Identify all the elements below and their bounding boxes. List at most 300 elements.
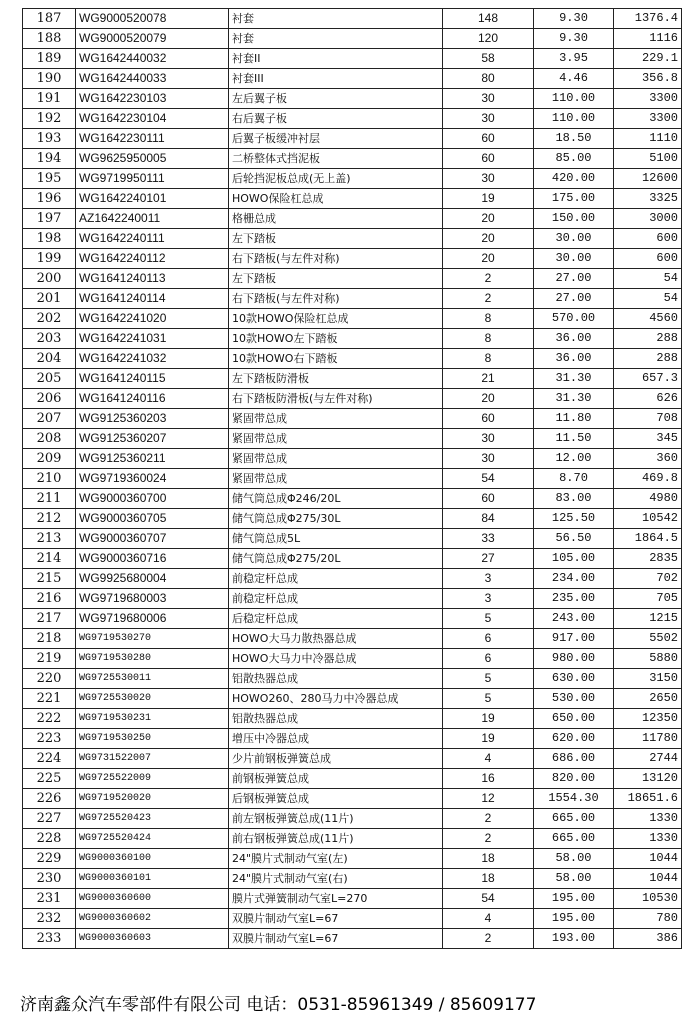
row-number: 188 bbox=[23, 29, 76, 49]
part-name: 10款HOWO右下踏板 bbox=[229, 349, 443, 369]
table-row bbox=[23, 349, 682, 369]
part-name: 前钢板弹簧总成 bbox=[229, 769, 443, 789]
parts-table-body bbox=[23, 9, 682, 949]
part-name: 储气筒总成5L bbox=[229, 529, 443, 549]
row-number: 223 bbox=[23, 729, 76, 749]
unit-price: 686.00 bbox=[534, 749, 614, 769]
unit-price: 31.30 bbox=[534, 369, 614, 389]
row-number: 214 bbox=[23, 549, 76, 569]
line-total: 3325 bbox=[614, 189, 682, 209]
unit-price: 83.00 bbox=[534, 489, 614, 509]
part-name: 左下踏板防滑板 bbox=[229, 369, 443, 389]
unit-price: 18.50 bbox=[534, 129, 614, 149]
row-number: 220 bbox=[23, 669, 76, 689]
line-total: 2744 bbox=[614, 749, 682, 769]
unit-price: 9.30 bbox=[534, 29, 614, 49]
part-name: 右后翼子板 bbox=[229, 109, 443, 129]
table-row bbox=[23, 209, 682, 229]
line-total: 1044 bbox=[614, 869, 682, 889]
quantity: 54 bbox=[443, 889, 534, 909]
part-code: WG1642230103 bbox=[76, 89, 229, 109]
row-number: 187 bbox=[23, 9, 76, 29]
part-code: WG9725520423 bbox=[76, 809, 229, 829]
table-row bbox=[23, 249, 682, 269]
row-number: 231 bbox=[23, 889, 76, 909]
part-code: WG9625950005 bbox=[76, 149, 229, 169]
part-name: HOWO大马力中冷器总成 bbox=[229, 649, 443, 669]
part-name: 左下踏板 bbox=[229, 229, 443, 249]
table-row bbox=[23, 9, 682, 29]
table-row bbox=[23, 529, 682, 549]
part-code: WG1642240112 bbox=[76, 249, 229, 269]
part-code: WG9000360716 bbox=[76, 549, 229, 569]
table-row bbox=[23, 489, 682, 509]
row-number: 196 bbox=[23, 189, 76, 209]
quantity: 5 bbox=[443, 689, 534, 709]
unit-price: 30.00 bbox=[534, 229, 614, 249]
line-total: 12350 bbox=[614, 709, 682, 729]
line-total: 288 bbox=[614, 349, 682, 369]
line-total: 54 bbox=[614, 269, 682, 289]
part-name: 衬套 bbox=[229, 29, 443, 49]
unit-price: 27.00 bbox=[534, 289, 614, 309]
unit-price: 58.00 bbox=[534, 869, 614, 889]
part-name: 后钢板弹簧总成 bbox=[229, 789, 443, 809]
part-name: 紧固带总成 bbox=[229, 469, 443, 489]
row-number: 194 bbox=[23, 149, 76, 169]
table-row bbox=[23, 889, 682, 909]
line-total: 705 bbox=[614, 589, 682, 609]
quantity: 2 bbox=[443, 929, 534, 949]
part-name: 紧固带总成 bbox=[229, 409, 443, 429]
unit-price: 630.00 bbox=[534, 669, 614, 689]
unit-price: 650.00 bbox=[534, 709, 614, 729]
line-total: 3000 bbox=[614, 209, 682, 229]
row-number: 203 bbox=[23, 329, 76, 349]
table-row bbox=[23, 169, 682, 189]
table-row bbox=[23, 329, 682, 349]
quantity: 20 bbox=[443, 249, 534, 269]
quantity: 4 bbox=[443, 749, 534, 769]
quantity: 27 bbox=[443, 549, 534, 569]
line-total: 3300 bbox=[614, 109, 682, 129]
quantity: 20 bbox=[443, 209, 534, 229]
line-total: 12600 bbox=[614, 169, 682, 189]
unit-price: 4.46 bbox=[534, 69, 614, 89]
unit-price: 917.00 bbox=[534, 629, 614, 649]
row-number: 226 bbox=[23, 789, 76, 809]
row-number: 207 bbox=[23, 409, 76, 429]
unit-price: 3.95 bbox=[534, 49, 614, 69]
quantity: 3 bbox=[443, 589, 534, 609]
part-name: HOWO大马力散热器总成 bbox=[229, 629, 443, 649]
quantity: 148 bbox=[443, 9, 534, 29]
part-name: 衬套III bbox=[229, 69, 443, 89]
unit-price: 12.00 bbox=[534, 449, 614, 469]
row-number: 209 bbox=[23, 449, 76, 469]
table-row bbox=[23, 29, 682, 49]
part-name: 紧固带总成 bbox=[229, 449, 443, 469]
part-name: 后轮挡泥板总成(无上盖) bbox=[229, 169, 443, 189]
unit-price: 620.00 bbox=[534, 729, 614, 749]
part-name: 储气筒总成Φ275/20L bbox=[229, 549, 443, 569]
unit-price: 665.00 bbox=[534, 829, 614, 849]
table-row bbox=[23, 449, 682, 469]
part-code: WG9000360101 bbox=[76, 869, 229, 889]
line-total: 13120 bbox=[614, 769, 682, 789]
part-code: WG9125360211 bbox=[76, 449, 229, 469]
company-contact-footer: 济南鑫众汽车零部件有限公司 电话：0531-85961349 / 85609177 bbox=[20, 995, 537, 1015]
part-code: WG9000520079 bbox=[76, 29, 229, 49]
quantity: 16 bbox=[443, 769, 534, 789]
part-code: WG9719530250 bbox=[76, 729, 229, 749]
unit-price: 820.00 bbox=[534, 769, 614, 789]
quantity: 54 bbox=[443, 469, 534, 489]
table-row bbox=[23, 429, 682, 449]
line-total: 708 bbox=[614, 409, 682, 429]
unit-price: 11.50 bbox=[534, 429, 614, 449]
part-code: WG9719520020 bbox=[76, 789, 229, 809]
line-total: 600 bbox=[614, 249, 682, 269]
part-code: WG9000360707 bbox=[76, 529, 229, 549]
unit-price: 105.00 bbox=[534, 549, 614, 569]
row-number: 191 bbox=[23, 89, 76, 109]
part-code: AZ1642240011 bbox=[76, 209, 229, 229]
part-name: 紧固带总成 bbox=[229, 429, 443, 449]
part-code: WG1642440032 bbox=[76, 49, 229, 69]
part-code: WG1641240115 bbox=[76, 369, 229, 389]
part-name: 二桥整体式挡泥板 bbox=[229, 149, 443, 169]
line-total: 600 bbox=[614, 229, 682, 249]
part-code: WG9719530280 bbox=[76, 649, 229, 669]
part-name: 膜片式弹簧制动气室L=270 bbox=[229, 889, 443, 909]
part-name: 前右钢板弹簧总成(11片) bbox=[229, 829, 443, 849]
quantity: 19 bbox=[443, 709, 534, 729]
part-code: WG1642230104 bbox=[76, 109, 229, 129]
unit-price: 56.50 bbox=[534, 529, 614, 549]
quantity: 80 bbox=[443, 69, 534, 89]
line-total: 356.8 bbox=[614, 69, 682, 89]
part-name: 右下踏板(与左件对称) bbox=[229, 249, 443, 269]
table-row bbox=[23, 109, 682, 129]
table-row bbox=[23, 589, 682, 609]
line-total: 1330 bbox=[614, 809, 682, 829]
part-code: WG9000360600 bbox=[76, 889, 229, 909]
unit-price: 243.00 bbox=[534, 609, 614, 629]
unit-price: 36.00 bbox=[534, 349, 614, 369]
quantity: 60 bbox=[443, 149, 534, 169]
table-row bbox=[23, 569, 682, 589]
row-number: 199 bbox=[23, 249, 76, 269]
part-name: 前稳定杆总成 bbox=[229, 569, 443, 589]
part-name: 双膜片制动气室L=67 bbox=[229, 909, 443, 929]
quantity: 30 bbox=[443, 109, 534, 129]
part-code: WG9719680006 bbox=[76, 609, 229, 629]
quantity: 30 bbox=[443, 89, 534, 109]
part-name: 铝散热器总成 bbox=[229, 669, 443, 689]
quantity: 2 bbox=[443, 289, 534, 309]
part-name: 增压中冷器总成 bbox=[229, 729, 443, 749]
quantity: 120 bbox=[443, 29, 534, 49]
unit-price: 235.00 bbox=[534, 589, 614, 609]
quantity: 84 bbox=[443, 509, 534, 529]
table-row bbox=[23, 309, 682, 329]
unit-price: 175.00 bbox=[534, 189, 614, 209]
part-code: WG1642241031 bbox=[76, 329, 229, 349]
part-code: WG9000360602 bbox=[76, 909, 229, 929]
unit-price: 195.00 bbox=[534, 889, 614, 909]
part-code: WG9725520424 bbox=[76, 829, 229, 849]
quantity: 18 bbox=[443, 869, 534, 889]
part-code: WG9000360705 bbox=[76, 509, 229, 529]
line-total: 5880 bbox=[614, 649, 682, 669]
row-number: 213 bbox=[23, 529, 76, 549]
table-row bbox=[23, 629, 682, 649]
line-total: 3150 bbox=[614, 669, 682, 689]
unit-price: 30.00 bbox=[534, 249, 614, 269]
quantity: 5 bbox=[443, 669, 534, 689]
part-name: 右下踏板(与左件对称) bbox=[229, 289, 443, 309]
row-number: 215 bbox=[23, 569, 76, 589]
unit-price: 234.00 bbox=[534, 569, 614, 589]
unit-price: 665.00 bbox=[534, 809, 614, 829]
quantity: 8 bbox=[443, 349, 534, 369]
line-total: 229.1 bbox=[614, 49, 682, 69]
quantity: 2 bbox=[443, 269, 534, 289]
row-number: 212 bbox=[23, 509, 76, 529]
part-code: WG1642241032 bbox=[76, 349, 229, 369]
part-name: 储气筒总成Φ275/30L bbox=[229, 509, 443, 529]
table-row bbox=[23, 129, 682, 149]
quantity: 6 bbox=[443, 649, 534, 669]
line-total: 5502 bbox=[614, 629, 682, 649]
line-total: 345 bbox=[614, 429, 682, 449]
table-row bbox=[23, 729, 682, 749]
unit-price: 193.00 bbox=[534, 929, 614, 949]
part-name: 24"膜片式制动气室(右) bbox=[229, 869, 443, 889]
row-number: 192 bbox=[23, 109, 76, 129]
line-total: 10542 bbox=[614, 509, 682, 529]
table-row bbox=[23, 229, 682, 249]
unit-price: 8.70 bbox=[534, 469, 614, 489]
part-name: 后翼子板缓冲衬层 bbox=[229, 129, 443, 149]
table-row bbox=[23, 809, 682, 829]
part-code: WG9000360700 bbox=[76, 489, 229, 509]
line-total: 4560 bbox=[614, 309, 682, 329]
line-total: 657.3 bbox=[614, 369, 682, 389]
part-name: 右下踏板防滑板(与左件对称) bbox=[229, 389, 443, 409]
part-code: WG9719680003 bbox=[76, 589, 229, 609]
part-code: WG9000360603 bbox=[76, 929, 229, 949]
quantity: 30 bbox=[443, 449, 534, 469]
row-number: 190 bbox=[23, 69, 76, 89]
part-name: 铝散热器总成 bbox=[229, 709, 443, 729]
quantity: 60 bbox=[443, 409, 534, 429]
part-code: WG9719530231 bbox=[76, 709, 229, 729]
line-total: 780 bbox=[614, 909, 682, 929]
row-number: 189 bbox=[23, 49, 76, 69]
table-row bbox=[23, 389, 682, 409]
unit-price: 9.30 bbox=[534, 9, 614, 29]
row-number: 197 bbox=[23, 209, 76, 229]
part-name: 少片前钢板弹簧总成 bbox=[229, 749, 443, 769]
row-number: 206 bbox=[23, 389, 76, 409]
table-row bbox=[23, 769, 682, 789]
quantity: 5 bbox=[443, 609, 534, 629]
quantity: 30 bbox=[443, 429, 534, 449]
quantity: 2 bbox=[443, 809, 534, 829]
part-name: 后稳定杆总成 bbox=[229, 609, 443, 629]
quantity: 33 bbox=[443, 529, 534, 549]
part-code: WG1641240113 bbox=[76, 269, 229, 289]
table-row bbox=[23, 289, 682, 309]
part-code: WG9000520078 bbox=[76, 9, 229, 29]
row-number: 210 bbox=[23, 469, 76, 489]
table-row bbox=[23, 269, 682, 289]
quantity: 12 bbox=[443, 789, 534, 809]
part-code: WG9125360207 bbox=[76, 429, 229, 449]
unit-price: 420.00 bbox=[534, 169, 614, 189]
line-total: 2650 bbox=[614, 689, 682, 709]
row-number: 198 bbox=[23, 229, 76, 249]
row-number: 208 bbox=[23, 429, 76, 449]
line-total: 5100 bbox=[614, 149, 682, 169]
part-name: 左下踏板 bbox=[229, 269, 443, 289]
quantity: 2 bbox=[443, 829, 534, 849]
part-name: 储气筒总成Φ246/20L bbox=[229, 489, 443, 509]
table-row bbox=[23, 189, 682, 209]
quantity: 8 bbox=[443, 329, 534, 349]
table-row bbox=[23, 849, 682, 869]
unit-price: 110.00 bbox=[534, 89, 614, 109]
unit-price: 85.00 bbox=[534, 149, 614, 169]
row-number: 225 bbox=[23, 769, 76, 789]
part-code: WG9000360100 bbox=[76, 849, 229, 869]
table-row bbox=[23, 69, 682, 89]
part-name: HOWO保险杠总成 bbox=[229, 189, 443, 209]
part-name: 衬套II bbox=[229, 49, 443, 69]
table-row bbox=[23, 689, 682, 709]
line-total: 3300 bbox=[614, 89, 682, 109]
unit-price: 27.00 bbox=[534, 269, 614, 289]
line-total: 288 bbox=[614, 329, 682, 349]
part-code: WG9719530270 bbox=[76, 629, 229, 649]
line-total: 1116 bbox=[614, 29, 682, 49]
line-total: 4980 bbox=[614, 489, 682, 509]
quantity: 20 bbox=[443, 229, 534, 249]
parts-price-sheet bbox=[22, 8, 681, 949]
quantity: 4 bbox=[443, 909, 534, 929]
row-number: 227 bbox=[23, 809, 76, 829]
part-name: 10款HOWO保险杠总成 bbox=[229, 309, 443, 329]
part-code: WG1642240101 bbox=[76, 189, 229, 209]
quantity: 8 bbox=[443, 309, 534, 329]
table-row bbox=[23, 869, 682, 889]
row-number: 193 bbox=[23, 129, 76, 149]
part-code: WG9719360024 bbox=[76, 469, 229, 489]
row-number: 232 bbox=[23, 909, 76, 929]
row-number: 230 bbox=[23, 869, 76, 889]
part-name: 格栅总成 bbox=[229, 209, 443, 229]
part-code: WG1641240116 bbox=[76, 389, 229, 409]
part-code: WG1642241020 bbox=[76, 309, 229, 329]
table-row bbox=[23, 149, 682, 169]
quantity: 19 bbox=[443, 189, 534, 209]
quantity: 3 bbox=[443, 569, 534, 589]
table-row bbox=[23, 749, 682, 769]
table-row bbox=[23, 649, 682, 669]
part-code: WG1642440033 bbox=[76, 69, 229, 89]
line-total: 1330 bbox=[614, 829, 682, 849]
unit-price: 125.50 bbox=[534, 509, 614, 529]
table-row bbox=[23, 469, 682, 489]
table-row bbox=[23, 409, 682, 429]
row-number: 202 bbox=[23, 309, 76, 329]
table-row bbox=[23, 89, 682, 109]
unit-price: 980.00 bbox=[534, 649, 614, 669]
quantity: 60 bbox=[443, 129, 534, 149]
line-total: 10530 bbox=[614, 889, 682, 909]
part-code: WG1641240114 bbox=[76, 289, 229, 309]
line-total: 1215 bbox=[614, 609, 682, 629]
unit-price: 150.00 bbox=[534, 209, 614, 229]
part-code: WG9719950111 bbox=[76, 169, 229, 189]
table-row bbox=[23, 549, 682, 569]
table-row bbox=[23, 669, 682, 689]
table-row bbox=[23, 49, 682, 69]
table-row bbox=[23, 609, 682, 629]
unit-price: 570.00 bbox=[534, 309, 614, 329]
row-number: 229 bbox=[23, 849, 76, 869]
row-number: 200 bbox=[23, 269, 76, 289]
row-number: 204 bbox=[23, 349, 76, 369]
part-code: WG9725530020 bbox=[76, 689, 229, 709]
line-total: 360 bbox=[614, 449, 682, 469]
line-total: 469.8 bbox=[614, 469, 682, 489]
row-number: 224 bbox=[23, 749, 76, 769]
line-total: 54 bbox=[614, 289, 682, 309]
unit-price: 530.00 bbox=[534, 689, 614, 709]
row-number: 221 bbox=[23, 689, 76, 709]
line-total: 2835 bbox=[614, 549, 682, 569]
part-code: WG1642230111 bbox=[76, 129, 229, 149]
unit-price: 58.00 bbox=[534, 849, 614, 869]
table-row bbox=[23, 909, 682, 929]
part-name: 衬套 bbox=[229, 9, 443, 29]
line-total: 18651.6 bbox=[614, 789, 682, 809]
part-code: WG9125360203 bbox=[76, 409, 229, 429]
line-total: 1110 bbox=[614, 129, 682, 149]
quantity: 19 bbox=[443, 729, 534, 749]
line-total: 1044 bbox=[614, 849, 682, 869]
part-name: 左后翼子板 bbox=[229, 89, 443, 109]
table-row bbox=[23, 829, 682, 849]
part-code: WG9725530011 bbox=[76, 669, 229, 689]
table-row bbox=[23, 509, 682, 529]
line-total: 1864.5 bbox=[614, 529, 682, 549]
part-name: 双膜片制动气室L=67 bbox=[229, 929, 443, 949]
row-number: 216 bbox=[23, 589, 76, 609]
parts-table bbox=[22, 8, 682, 949]
row-number: 228 bbox=[23, 829, 76, 849]
line-total: 1376.4 bbox=[614, 9, 682, 29]
unit-price: 11.80 bbox=[534, 409, 614, 429]
quantity: 18 bbox=[443, 849, 534, 869]
part-name: 24"膜片式制动气室(左) bbox=[229, 849, 443, 869]
part-code: WG1642240111 bbox=[76, 229, 229, 249]
quantity: 6 bbox=[443, 629, 534, 649]
line-total: 386 bbox=[614, 929, 682, 949]
